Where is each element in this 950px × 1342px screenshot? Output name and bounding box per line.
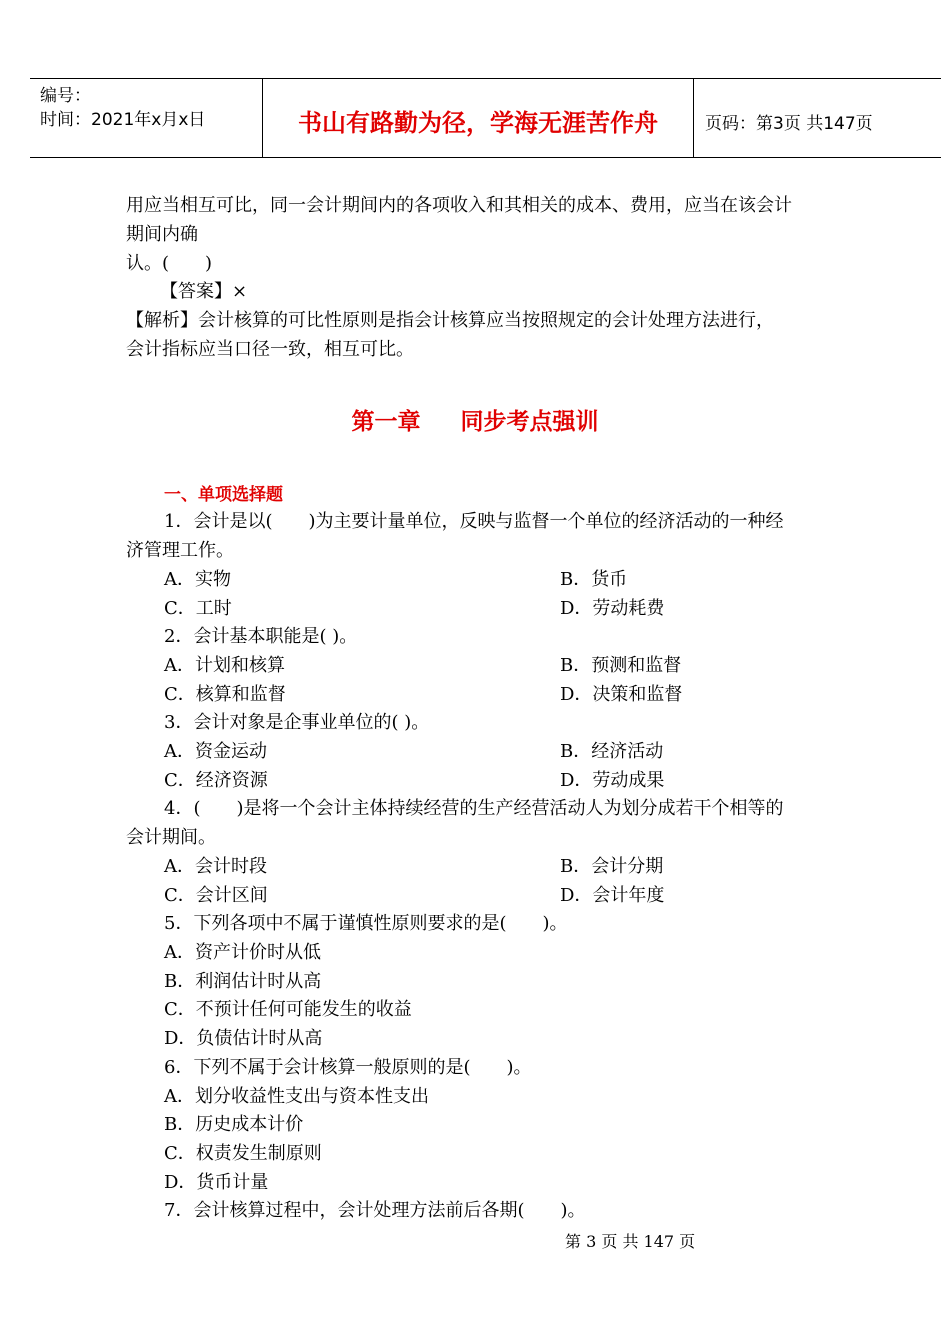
page-footer: 第 3 页 共 147 页 [565, 1232, 696, 1251]
motto: 书山有路勤为径，学海无涯苦作舟 [298, 109, 658, 137]
option-text: A．实物 [164, 569, 231, 590]
option-text: C．不预计任何可能发生的收益 [164, 999, 412, 1020]
header-meta-cell [30, 79, 262, 157]
question-4-line-2: 会计期间。 [126, 827, 216, 848]
chapter-number: 第一章 [351, 409, 421, 435]
option-text: A．会计时段 [164, 856, 267, 877]
option-text: C．权责发生制原则 [164, 1143, 322, 1164]
option-text: D．会计年度 [560, 885, 665, 906]
intro-line-1: 用应当相互可比，同一会计期间内的各项收入和其相关的成本、费用，应当在该会计 [126, 195, 792, 216]
option-text: B．利润估计时从高 [164, 971, 322, 992]
option-text: B．货币 [560, 569, 628, 590]
question-1-line-1: 1．会计是以( )为主要计量单位，反映与监督一个单位的经济活动的一种经 [164, 511, 784, 532]
header-motto-cell [262, 79, 694, 157]
option-text: C．经济资源 [164, 770, 268, 791]
time-label: 时间：2021年x月x日 [40, 110, 206, 130]
option-text: D．劳动成果 [560, 770, 665, 791]
option-text: D．负债估计时从高 [164, 1028, 323, 1049]
option-text: B．历史成本计价 [164, 1114, 304, 1135]
analysis-line-1: 【解析】会计核算的可比性原则是指会计核算应当按照规定的会计处理方法进行， [126, 310, 774, 331]
intro-line-3: 认。( ) [126, 253, 213, 274]
question-6: 6．下列不属于会计核算一般原则的是( )。 [164, 1057, 532, 1078]
option-text: C．核算和监督 [164, 684, 286, 705]
option-text: A．划分收益性支出与资本性支出 [164, 1086, 429, 1107]
page-label: 页码：第3页 共147页 [705, 114, 873, 134]
question-3: 3．会计对象是企事业单位的( )。 [164, 712, 430, 733]
answer-line: 【答案】× [160, 281, 248, 302]
option-text: D．货币计量 [164, 1172, 269, 1193]
option-text: A．资金运动 [164, 741, 267, 762]
option-text: A．计划和核算 [164, 655, 285, 676]
page-header [30, 78, 941, 158]
option-text: B．经济活动 [560, 741, 664, 762]
header-page-cell [693, 79, 941, 157]
question-2: 2．会计基本职能是( )。 [164, 626, 358, 647]
chapter-name: 同步考点强训 [460, 409, 599, 435]
question-1-line-2: 济管理工作。 [126, 540, 234, 561]
question-5: 5．下列各项中不属于谨慎性原则要求的是( )。 [164, 913, 568, 934]
chapter-title [0, 403, 950, 436]
section-title: 一、单项选择题 [164, 485, 283, 505]
number-label: 编号： [40, 86, 91, 106]
option-text: B．会计分期 [560, 856, 664, 877]
option-text: A．资产计价时从低 [164, 942, 321, 963]
intro-line-2: 期间内确 [126, 224, 198, 245]
analysis-line-2: 会计指标应当口径一致，相互可比。 [126, 339, 414, 360]
option-text: D．决策和监督 [560, 684, 683, 705]
question-7: 7．会计核算过程中，会计处理方法前后各期( )。 [164, 1200, 586, 1221]
option-text: D．劳动耗费 [560, 598, 665, 619]
option-text: C．工时 [164, 598, 232, 619]
question-4-line-1: 4．( )是将一个会计主体持续经营的生产经营活动人为划分成若干个相等的 [164, 798, 784, 819]
option-text: B．预测和监督 [560, 655, 682, 676]
option-text: C．会计区间 [164, 885, 268, 906]
